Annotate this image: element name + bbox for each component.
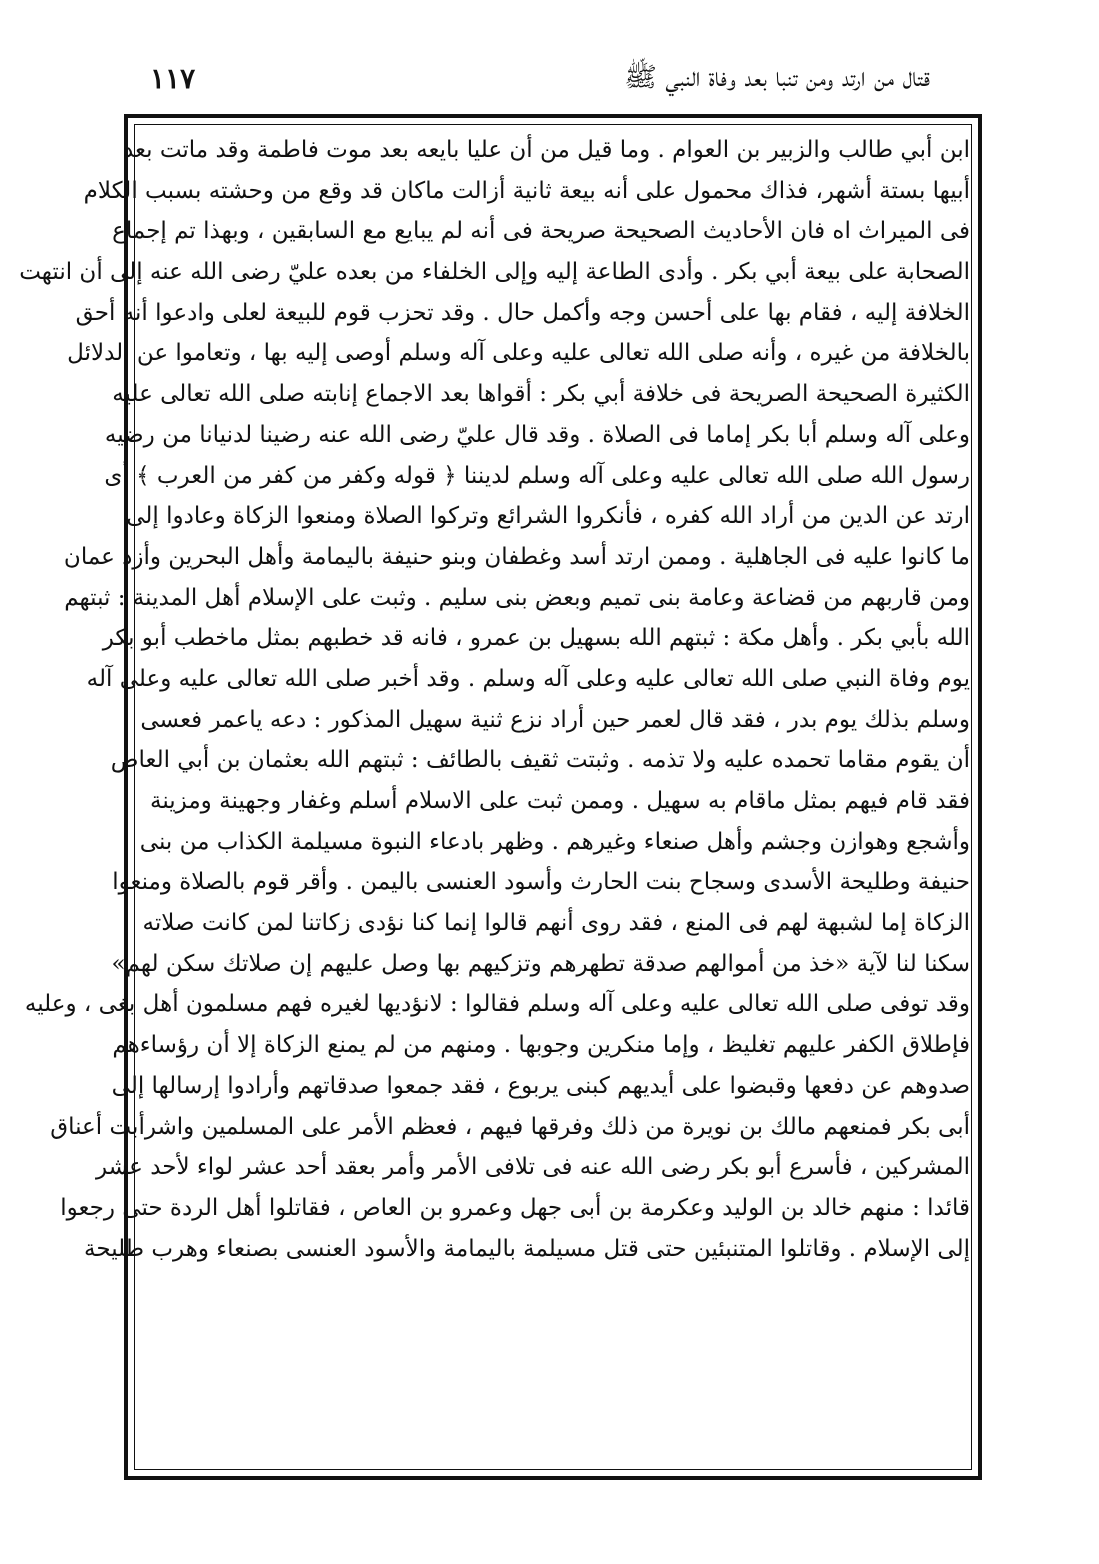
text-line: يوم وفاة النبي صلى الله تعالى عليه وعلى آله وسلم . وقد أخبر صلى الله تعالى عليه وعلى آله [86,665,970,692]
text-line: أبى بكر فمنعهم مالك بن نويرة من ذلك وفرقها فيهم ، فعظم الأمر على المسلمين واشرأبت أعناق [50,1113,970,1140]
text-line: الكثيرة الصحيحة الصريحة فى خلافة أبي بكر : أقواها بعد الاجماع إنابته صلى الله تعالى عليه [112,381,970,408]
text-line: إلى الإسلام . وقاتلوا المتنبئين حتى قتل مسيلمة باليمامة والأسود العنسى بصنعاء وهرب طليحة [84,1235,970,1262]
text-line: فإطلاق الكفر عليهم تغليظ ، وإما منكرين وجوبها . ومنهم من لم يمنع الزكاة إلا أن رؤساءهم [112,1032,970,1059]
text-line: الزكاة إما لشبهة لهم فى المنع ، فقد روى أنهم قالوا إنما كنا نؤدى زكاتنا لمن كانت صلاته [142,910,970,937]
text-line: المشركين ، فأسرع أبو بكر رضى الله عنه فى تلافى الأمر وأمر بعقد أحد عشر لواء لأحد عشر [95,1154,970,1181]
text-line: وأشجع وهوازن وجشم وأهل صنعاء وغيرهم . وظهر بادعاء النبوة مسيلمة الكذاب من بنى [139,828,970,855]
text-line: رسول الله صلى الله تعالى عليه وعلى آله وسلم لديننا ﴿ قوله وكفر من كفر من العرب ﴾ أى [104,462,970,489]
text-line: وسلم بذلك يوم بدر ، فقد قال لعمر حين أراد نزع ثنية سهيل المذكور : دعه ياعمر فعسى [140,706,970,733]
text-line: الله بأبي بكر . وأهل مكة : ثبتهم الله بسهيل بن عمرو ، فانه قد خطبهم بمثل ماخطب أبو بكر [102,625,970,652]
text-line: قائدا : منهم خالد بن الوليد وعكرمة بن أبى جهل وعمرو بن العاص ، فقاتلوا أهل الردة حتى رجعوا [60,1194,970,1221]
text-line: أن يقوم مقاما تحمده عليه ولا تذمه . وثبتت ثقيف بالطائف : ثبتهم الله بعثمان بن أبي العاص [110,747,970,774]
page-header [150,52,930,102]
text-line: الخلافة إليه ، فقام بها على أحسن وجه وأكمل حال . وقد تحزب قوم للبيعة لعلى وادعوا أنه أحق [75,299,970,326]
text-line: صدوهم عن دفعها وقبضوا على أيديهم كبنى يربوع ، فقد جمعوا صدقاتهم وأرادوا إرسالها إلى [111,1072,970,1099]
text-line: أبيها بستة أشهر، فذاك محمول على أنه بيعة ثانية أزالت ماكان قد وقع من وحشته بسبب الكلام [83,177,970,204]
text-line: حنيفة وطليحة الأسدى وسجاح بنت الحارث وأسود العنسى باليمن . وأقر قوم بالصلاة ومنعوا [112,869,970,896]
text-line: ابن أبي طالب والزبير بن العوام . وما قيل من أن عليا بايعه بعد موت فاطمة وقد ماتت بعد [122,137,970,163]
text-line: بالخلافة من غيره ، وأنه صلى الله تعالى عليه وعلى آله وسلم أوصى إليه بها ، وتعاموا عن الدلائل [67,340,970,367]
text-line: فى الميراث اه فان الأحاديث الصحيحة صريحة فى أنه لم يبايع مع السابقين ، وبهذا تم إجماع [112,218,970,245]
text-line: وقد توفى صلى الله تعالى عليه وعلى آله وسلم فقالوا : لانؤديها لغيره فهم مسلمون أهل بغى ، وعليه [24,991,970,1018]
text-line: سكنا لنا لآية «خذ من أموالهم صدقة تطهرهم وتزكيهم بها وصل عليهم إن صلاتك سكن لهم» [111,950,970,977]
text-line: ومن قاربهم من قضاعة وعامة بنى تميم وبعض بنى سليم . وثبت على الإسلام أهل المدينة : ثبتهم [64,584,970,611]
text-line: ما كانوا عليه فى الجاهلية . وممن ارتد أسد وغطفان وبنو حنيفة باليمامة وأهل البحرين وأزد عمان [63,543,970,570]
page-number: ١١٧ [150,62,196,95]
running-title: قتال من ارتد ومن تنبا بعد وفاة النبي ﷺ [624,62,930,93]
text-body [19,130,970,1269]
text-line: الصحابة على بيعة أبي بكر . وأدى الطاعة إليه وإلى الخلفاء من بعده عليّ رضى الله عنه إلى أن انتهت [19,259,970,286]
text-line: فقد قام فيهم بمثل ماقام به سهيل . وممن ثبت على الاسلام أسلم وغفار وجهينة ومزينة [150,788,970,814]
text-line: ارتد عن الدين من أراد الله كفره ، فأنكروا الشرائع وتركوا الصلاة ومنعوا الزكاة وعادوا إلى [126,503,970,530]
text-line: وعلى آله وسلم أبا بكر إماما فى الصلاة . وقد قال عليّ رضى الله عنه رضينا لدنيانا من رضيه [104,421,970,448]
